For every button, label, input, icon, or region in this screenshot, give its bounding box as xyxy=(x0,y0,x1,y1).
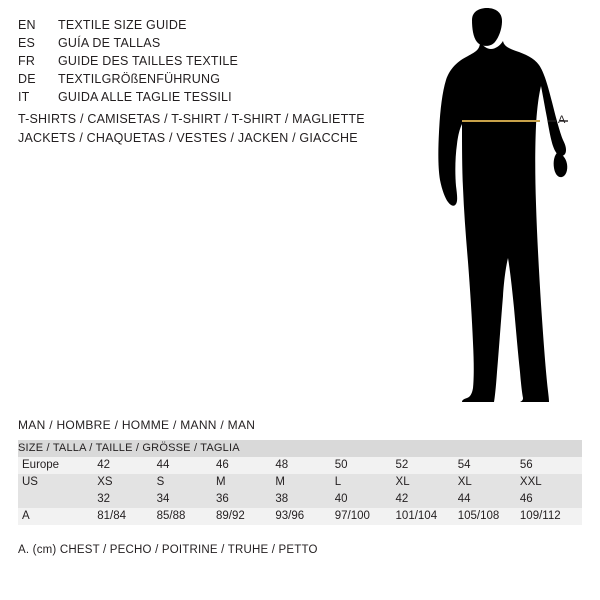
cell: 46 xyxy=(216,457,275,474)
cell: 40 xyxy=(335,491,396,508)
cell: 44 xyxy=(458,491,520,508)
language-row xyxy=(18,70,398,88)
category-tshirts: T-SHIRTS / CAMISETAS / T-SHIRT / T-SHIRT / MAGLIETTE xyxy=(18,112,365,126)
cell: 42 xyxy=(97,457,156,474)
cell: 36 xyxy=(216,491,275,508)
language-text: GUIDE DES TAILLES TEXTILE xyxy=(58,54,239,68)
cell: 54 xyxy=(458,457,520,474)
category-list xyxy=(18,110,418,148)
table-footnote: A. (cm) CHEST / PECHO / POITRINE / TRUHE / PETTO xyxy=(18,544,318,556)
cell: 32 xyxy=(97,491,156,508)
size-table xyxy=(18,440,582,525)
cell: 81/84 xyxy=(97,508,156,525)
cell: 93/96 xyxy=(275,508,334,525)
cell: XXL xyxy=(520,474,582,491)
language-code: FR xyxy=(18,54,36,68)
cell: 89/92 xyxy=(216,508,275,525)
row-label: Europe xyxy=(18,457,97,474)
language-code: DE xyxy=(18,72,36,86)
table-title: MAN / HOMBRE / HOMME / MANN / MAN xyxy=(18,418,256,432)
measure-marker-label: A xyxy=(558,114,566,126)
silhouette-svg xyxy=(410,8,590,403)
silhouette-shape xyxy=(438,8,567,402)
language-row xyxy=(18,34,398,52)
table-row xyxy=(18,457,582,474)
language-row xyxy=(18,16,398,34)
cell: 52 xyxy=(396,457,458,474)
cell: 97/100 xyxy=(335,508,396,525)
cell: XL xyxy=(458,474,520,491)
cell: 105/108 xyxy=(458,508,520,525)
row-label xyxy=(18,491,97,508)
cell: XS xyxy=(97,474,156,491)
cell: 56 xyxy=(520,457,582,474)
cell: 85/88 xyxy=(157,508,216,525)
row-label: US xyxy=(18,474,97,491)
language-list xyxy=(18,16,398,106)
cell: 46 xyxy=(520,491,582,508)
cell: L xyxy=(335,474,396,491)
cell: M xyxy=(275,474,334,491)
table-row xyxy=(18,491,582,508)
language-text: GUIDA ALLE TAGLIE TESSILI xyxy=(58,90,232,104)
language-code: ES xyxy=(18,36,36,50)
cell: XL xyxy=(396,474,458,491)
language-code: IT xyxy=(18,90,30,104)
body-silhouette-figure xyxy=(410,8,590,403)
table-header-row xyxy=(18,440,582,457)
cell: M xyxy=(216,474,275,491)
cell: 101/104 xyxy=(396,508,458,525)
language-text: TEXTILE SIZE GUIDE xyxy=(58,18,187,32)
category-jackets: JACKETS / CHAQUETAS / VESTES / JACKEN / GIACCHE xyxy=(18,131,358,145)
language-row xyxy=(18,88,398,106)
cell: 42 xyxy=(396,491,458,508)
size-table-area xyxy=(18,418,582,556)
cell: 44 xyxy=(157,457,216,474)
table-row xyxy=(18,474,582,491)
language-text: GUÍA DE TALLAS xyxy=(58,36,161,50)
row-label: A xyxy=(18,508,97,525)
cell: 38 xyxy=(275,491,334,508)
cell: S xyxy=(157,474,216,491)
language-text: TEXTILGRÖßENFÜHRUNG xyxy=(58,72,221,86)
table-row xyxy=(18,508,582,525)
table-header-label: SIZE / TALLA / TAILLE / GRÖSSE / TAGLIA xyxy=(18,440,582,457)
cell: 34 xyxy=(157,491,216,508)
cell: 48 xyxy=(275,457,334,474)
cell: 109/112 xyxy=(520,508,582,525)
cell: 50 xyxy=(335,457,396,474)
language-row xyxy=(18,52,398,70)
language-code: EN xyxy=(18,18,36,32)
